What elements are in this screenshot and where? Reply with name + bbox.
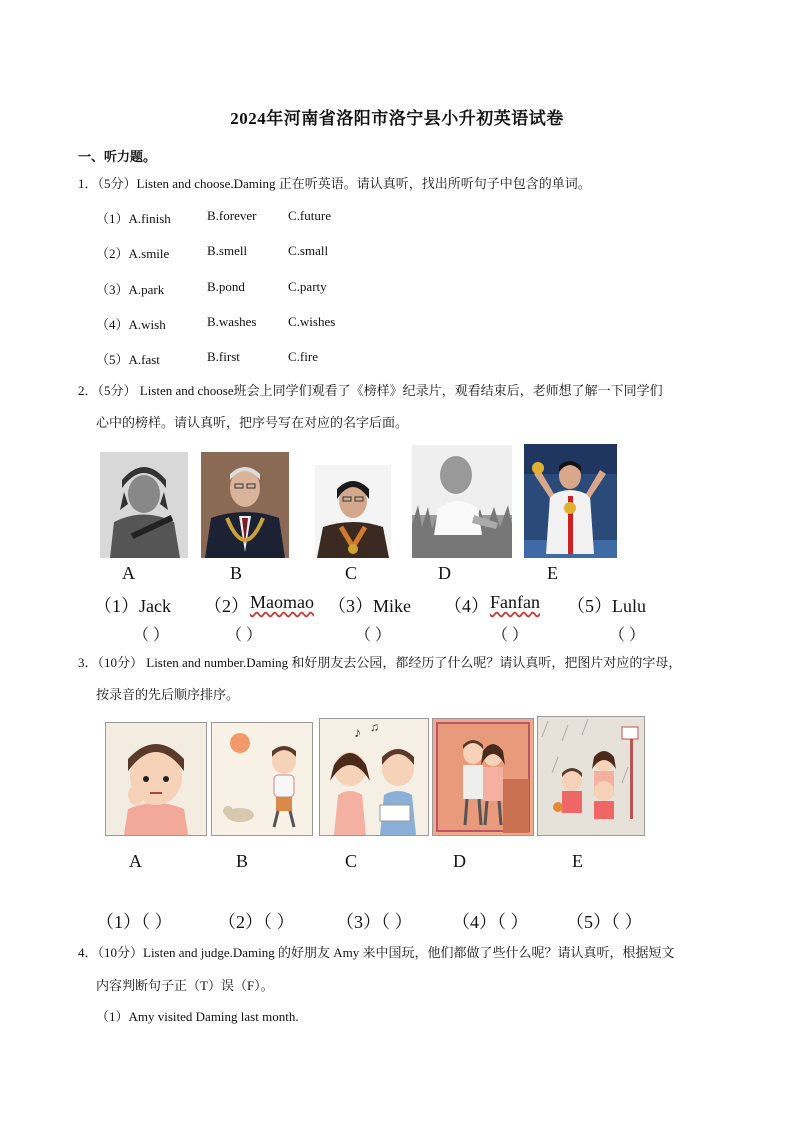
option-a: （2）A.smile xyxy=(96,246,170,261)
answer-blank-1[interactable]: （ ） xyxy=(133,627,170,644)
answer-blank-3[interactable]: （ ） xyxy=(355,627,392,644)
picture-label-e: E xyxy=(572,851,583,871)
photo-label-a: A xyxy=(122,563,135,583)
answer-blank-5[interactable]: （5）（ ） xyxy=(566,912,643,932)
answer-blank-2[interactable]: （ ） xyxy=(226,627,263,644)
name-jack: （1）Jack xyxy=(94,596,171,616)
picture-label-d: D xyxy=(453,851,466,871)
question-2-stem-continued: 心中的榜样。请认真听，把序号写在对应的名字后面。 xyxy=(96,415,409,430)
exam-title: 2024年河南省洛阳市洛宁县小升初英语试卷 xyxy=(230,109,564,128)
name-maomao: Maomao xyxy=(250,592,314,612)
answer-blank-5[interactable]: （ ） xyxy=(609,627,646,644)
option-b: B.pond xyxy=(207,279,245,294)
photo-d-man-in-rice-field xyxy=(412,445,512,558)
question-4-stem-continued: 内容判断句子正（T）误（F）。 xyxy=(96,978,274,993)
picture-b-boy-and-dog xyxy=(211,722,313,836)
photo-label-b: B xyxy=(230,563,243,583)
photo-a-soldier-portrait xyxy=(100,452,188,558)
option-b: B.first xyxy=(207,349,240,364)
option-b: B.forever xyxy=(207,208,257,223)
answer-blank-1[interactable]: （1）（ ） xyxy=(96,912,173,932)
photo-e-athlete-medal xyxy=(524,444,617,558)
option-a: （1）A.finish xyxy=(96,211,171,226)
option-b: B.washes xyxy=(207,314,257,329)
photo-c-woman-medal xyxy=(315,465,391,558)
option-c: C.fire xyxy=(288,349,318,364)
name-fanfan: Fanfan xyxy=(490,592,540,612)
answer-blank-4[interactable]: （4）（ ） xyxy=(452,912,529,932)
photo-b-man-medal xyxy=(201,452,289,558)
question-4-stem: 4．（10分）Listen and judge.Daming 的好朋友 Amy 来中国玩，他们都做了些什么呢？请认真听，根据短文 xyxy=(78,945,675,960)
option-a: （5）A.fast xyxy=(96,352,160,367)
option-a: （4）A.wish xyxy=(96,317,166,332)
picture-label-b: B xyxy=(236,851,249,871)
picture-label-c: C xyxy=(345,851,358,871)
option-c: C.wishes xyxy=(288,314,336,329)
svg-text:♫: ♫ xyxy=(370,720,379,734)
picture-label-a: A xyxy=(129,851,142,871)
name-maomao-number: （2） xyxy=(204,596,249,616)
photo-label-c: C xyxy=(345,563,358,583)
answer-blank-2[interactable]: （2）（ ） xyxy=(218,912,295,932)
answer-blank-4[interactable]: （ ） xyxy=(492,627,529,644)
name-lulu: （5）Lulu xyxy=(567,596,646,616)
photo-label-e: E xyxy=(547,563,558,583)
option-c: C.party xyxy=(288,279,327,294)
option-b: B.smell xyxy=(207,243,248,258)
option-a: （3）A.park xyxy=(96,282,165,297)
picture-c-girl-and-boy-singing xyxy=(319,718,429,836)
question-2-stem: 2．（5分） Listen and choose班会上同学们观看了《榜样》纪录片，观看结束后，老师想了解一下同学们 xyxy=(78,383,663,398)
picture-a-boy-thinking xyxy=(105,722,207,836)
section-heading-listening: 一、听力题。 xyxy=(78,149,157,164)
picture-e-children-rain-basketball xyxy=(537,716,645,836)
option-c: C.future xyxy=(288,208,331,223)
name-mike: （3）Mike xyxy=(328,596,411,616)
question-4-item-1: （1）Amy visited Daming last month. xyxy=(96,1009,299,1024)
question-1-stem: 1．（5分）Listen and choose.Daming 正在听英语。请认真听，找出所听句子中包含的单词。 xyxy=(78,176,591,191)
svg-text:♪: ♪ xyxy=(354,726,361,741)
picture-d-children-at-door xyxy=(432,718,534,836)
photo-label-d: D xyxy=(438,563,451,583)
option-c: C.small xyxy=(288,243,329,258)
answer-blank-3[interactable]: （3）（ ） xyxy=(336,912,413,932)
question-3-stem: 3．（10分） Listen and number.Daming 和好朋友去公园，都经历了什么呢？请认真听，把图片对应的字母， xyxy=(78,655,682,670)
question-3-stem-continued: 按录音的先后顺序排序。 xyxy=(96,687,240,702)
name-fanfan-number: （4） xyxy=(444,596,489,616)
